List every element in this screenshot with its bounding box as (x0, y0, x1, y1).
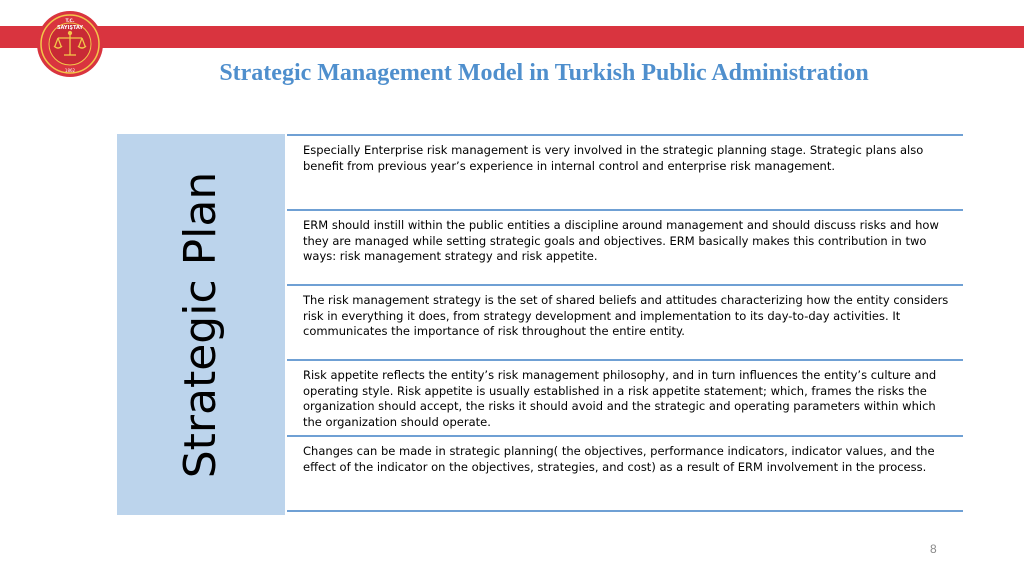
side-label: Strategic Plan (175, 171, 226, 478)
content-row-1: Especially Enterprise risk management is very involved in the strategic planning stage. Strategic plans also benefit from previous year’s experience in internal control and enterprise risk management. (287, 134, 963, 174)
content-row-3: The risk management strategy is the set of shared beliefs and attitudes characterizing how the entity considers risk in everything it does, from strategy development and implementation to its day-to-day activities. It communicates the importance of risk throughout the entire entity. (287, 284, 963, 340)
header-band (0, 26, 1024, 48)
content-row-4: Risk appetite reflects the entity’s risk management philosophy, and in turn influences the entity’s culture and operating style. Risk appetite is usually established in a risk appetite statement; which, frames the risks the organization should accept, the risks it should avoid and the strategic and operating parameters within which the organization should operate. (287, 359, 963, 430)
logo-text-bottom: 1862 (64, 68, 76, 73)
side-label-panel (117, 134, 285, 515)
content-rows (287, 134, 963, 512)
logo-text-top: T.C. (65, 19, 75, 24)
logo-text-main: SAYIŞTAY (56, 25, 84, 31)
table-bottom-border (287, 510, 963, 512)
content-row-2: ERM should instill within the public entities a discipline around management and should discuss risks and how they are managed while setting strategic goals and objectives. ERM basically makes this contribution in two ways: risk management strategy and risk appetite. (287, 209, 963, 265)
page-number: 8 (930, 542, 937, 556)
content-row-5: Changes can be made in strategic planning( the objectives, performance indicators, indicator values, and the effect of the indicator on the objectives, strategies, and cost) as a result of ERM involvement in the process. (287, 435, 963, 475)
page-title: Strategic Management Model in Turkish Public Administration (219, 60, 869, 86)
